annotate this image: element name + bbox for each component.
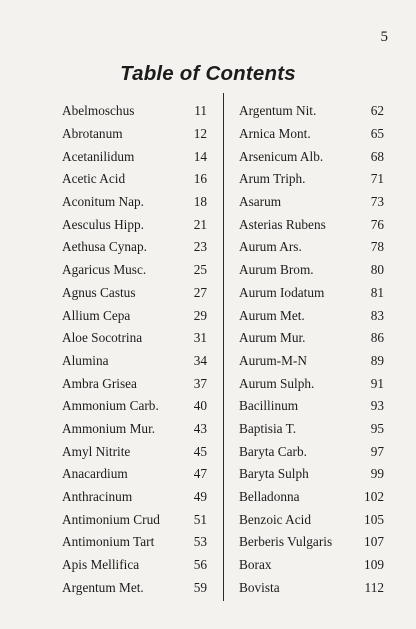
- toc-entry: [239, 100, 384, 123]
- toc-entry-page: 43: [193, 420, 207, 436]
- toc-entry-page: 91: [370, 375, 384, 391]
- toc-entry: [239, 463, 384, 486]
- toc-entry: [62, 100, 207, 123]
- toc-entry-page: 21: [193, 216, 207, 232]
- toc-entry-page: 29: [193, 307, 207, 323]
- toc-entry-title: Belladonna: [239, 489, 300, 505]
- toc-entry-page: 107: [364, 534, 384, 550]
- toc-entry: [239, 372, 384, 395]
- toc-entry-title: Bacillinum: [239, 398, 299, 414]
- toc-entry-page: 80: [370, 262, 384, 278]
- toc-entry-page: 40: [193, 398, 207, 414]
- toc-entry-title: Aethusa Cynap.: [62, 239, 147, 255]
- toc-entry-page: 53: [193, 534, 207, 550]
- toc-entry: [239, 282, 384, 305]
- toc-entry-title: Allium Cepa: [62, 307, 131, 323]
- toc-entry-title: Acetic Acid: [62, 171, 126, 187]
- toc-entry: [239, 350, 384, 373]
- toc-entry-page: 95: [370, 420, 384, 436]
- toc-right-column: [239, 100, 384, 599]
- toc-entry-page: 25: [193, 262, 207, 278]
- toc-entry-title: Borax: [239, 557, 272, 573]
- toc-entry-page: 65: [370, 126, 384, 142]
- toc-entry-page: 86: [370, 330, 384, 346]
- toc-entry: [239, 486, 384, 509]
- toc-entry-page: 45: [193, 443, 207, 459]
- toc-entry: [62, 236, 207, 259]
- toc-entry-page: 37: [193, 375, 207, 391]
- toc-entry-title: Ammonium Carb.: [62, 398, 159, 414]
- toc-entry-title: Acetanilidum: [62, 148, 135, 164]
- toc-entry-title: Aurum Brom.: [239, 262, 314, 278]
- toc-entry-page: 93: [370, 398, 384, 414]
- toc-entry-page: 76: [370, 216, 384, 232]
- toc-entry: [62, 327, 207, 350]
- toc-entry-page: 99: [370, 466, 384, 482]
- toc-entry: [62, 145, 207, 168]
- toc-entry: [62, 486, 207, 509]
- toc-entry: [239, 327, 384, 350]
- toc-entry-page: 34: [193, 352, 207, 368]
- toc-entry-title: Agaricus Musc.: [62, 262, 147, 278]
- toc-entry-title: Ambra Grisea: [62, 375, 137, 391]
- toc-entry: [62, 395, 207, 418]
- toc-entry-page: 81: [370, 284, 384, 300]
- toc-entry: [62, 282, 207, 305]
- toc-entry-title: Aurum Ars.: [239, 239, 302, 255]
- toc-entry-title: Asterias Rubens: [239, 216, 326, 232]
- toc-entry-page: 14: [193, 148, 207, 164]
- toc-entry: [239, 168, 384, 191]
- toc-entry: [62, 576, 207, 599]
- toc-left-column: [62, 100, 207, 599]
- toc-entry-title: Anacardium: [62, 466, 128, 482]
- toc-entry-page: 102: [364, 489, 384, 505]
- toc-entry-title: Aloe Socotrina: [62, 330, 143, 346]
- toc-entry-page: 12: [193, 126, 207, 142]
- toc-entry-title: Baptisia T.: [239, 420, 297, 436]
- toc-entry: [62, 418, 207, 441]
- toc-entry-page: 78: [370, 239, 384, 255]
- toc-entry-page: 31: [193, 330, 207, 346]
- toc-entry: [62, 168, 207, 191]
- toc-entry-title: Abrotanum: [62, 126, 123, 142]
- toc-entry-title: Aesculus Hipp.: [62, 216, 144, 232]
- toc-entry-title: Aurum-M-N: [239, 352, 307, 368]
- toc-entry-title: Argentum Nit.: [239, 103, 317, 119]
- toc-entry-page: 27: [193, 284, 207, 300]
- toc-entry: [62, 463, 207, 486]
- toc-entry-title: Benzoic Acid: [239, 511, 312, 527]
- toc-entry-title: Argentum Met.: [62, 579, 144, 595]
- toc-entry-title: Anthracinum: [62, 489, 133, 505]
- toc-entry-page: 112: [364, 579, 384, 595]
- toc-entry: [62, 508, 207, 531]
- toc-entry-page: 51: [193, 511, 207, 527]
- toc-entry-page: 89: [370, 352, 384, 368]
- toc-entry: [62, 554, 207, 577]
- toc-entry: [62, 191, 207, 214]
- toc-entry: [239, 123, 384, 146]
- toc-entry-title: Bovista: [239, 579, 280, 595]
- toc-entry-title: Arsenicum Alb.: [239, 148, 324, 164]
- toc-entry-title: Aurum Mur.: [239, 330, 306, 346]
- toc-entry-title: Baryta Carb.: [239, 443, 307, 459]
- toc-entry-title: Antimonium Crud: [62, 511, 160, 527]
- toc-entry: [239, 259, 384, 282]
- toc-entry-title: Baryta Sulph: [239, 466, 309, 482]
- toc-entry-title: Antimonium Tart: [62, 534, 155, 550]
- toc-entry-page: 97: [370, 443, 384, 459]
- toc-entry-title: Agnus Castus: [62, 284, 136, 300]
- toc-entry: [239, 145, 384, 168]
- toc-entry-page: 56: [193, 557, 207, 573]
- toc-entry-page: 59: [193, 579, 207, 595]
- toc-entry-page: 23: [193, 239, 207, 255]
- toc-entry: [62, 123, 207, 146]
- column-divider: [223, 93, 224, 601]
- toc-entry-title: Aconitum Nap.: [62, 194, 144, 210]
- toc-entry-page: 47: [193, 466, 207, 482]
- toc-entry-title: Berberis Vulgaris: [239, 534, 333, 550]
- toc-entry: [62, 372, 207, 395]
- toc-entry: [62, 213, 207, 236]
- toc-entry: [239, 236, 384, 259]
- toc-entry-page: 71: [370, 171, 384, 187]
- page-title: Table of Contents: [120, 62, 296, 85]
- toc-entry-title: Apis Mellifica: [62, 557, 140, 573]
- toc-entry: [62, 531, 207, 554]
- toc-entry: [62, 259, 207, 282]
- toc-entry-page: 73: [370, 194, 384, 210]
- toc-entry-title: Amyl Nitrite: [62, 443, 131, 459]
- toc-entry-title: Asarum: [239, 194, 282, 210]
- toc-entry-title: Arum Triph.: [239, 171, 306, 187]
- toc-entry: [239, 395, 384, 418]
- toc-entry: [239, 418, 384, 441]
- toc-entry-page: 18: [193, 194, 207, 210]
- toc-entry-page: 11: [194, 103, 207, 119]
- toc-entry: [239, 304, 384, 327]
- toc-entry-page: 83: [370, 307, 384, 323]
- toc-entry: [239, 508, 384, 531]
- toc-entry-page: 109: [364, 557, 384, 573]
- toc-entry-title: Aurum Iodatum: [239, 284, 325, 300]
- toc-entry-title: Abelmoschus: [62, 103, 135, 119]
- toc-entry-title: Aurum Met.: [239, 307, 305, 323]
- toc-entry: [239, 554, 384, 577]
- toc-entry-page: 105: [364, 511, 384, 527]
- toc-entry-title: Ammonium Mur.: [62, 420, 156, 436]
- toc-entry: [62, 304, 207, 327]
- toc-entry-title: Alumina: [62, 352, 109, 368]
- toc-entry-page: 49: [193, 489, 207, 505]
- toc-entry: [239, 191, 384, 214]
- toc-entry: [239, 531, 384, 554]
- toc-entry: [62, 350, 207, 373]
- toc-entry: [239, 576, 384, 599]
- toc-entry: [239, 213, 384, 236]
- page-number: 5: [380, 29, 388, 45]
- toc-entry-page: 16: [193, 171, 207, 187]
- toc-entry-page: 68: [370, 148, 384, 164]
- toc-entry: [62, 440, 207, 463]
- toc-entry-page: 62: [370, 103, 384, 119]
- toc-entry: [239, 440, 384, 463]
- toc-entry-title: Aurum Sulph.: [239, 375, 315, 391]
- toc-entry-title: Arnica Mont.: [239, 126, 311, 142]
